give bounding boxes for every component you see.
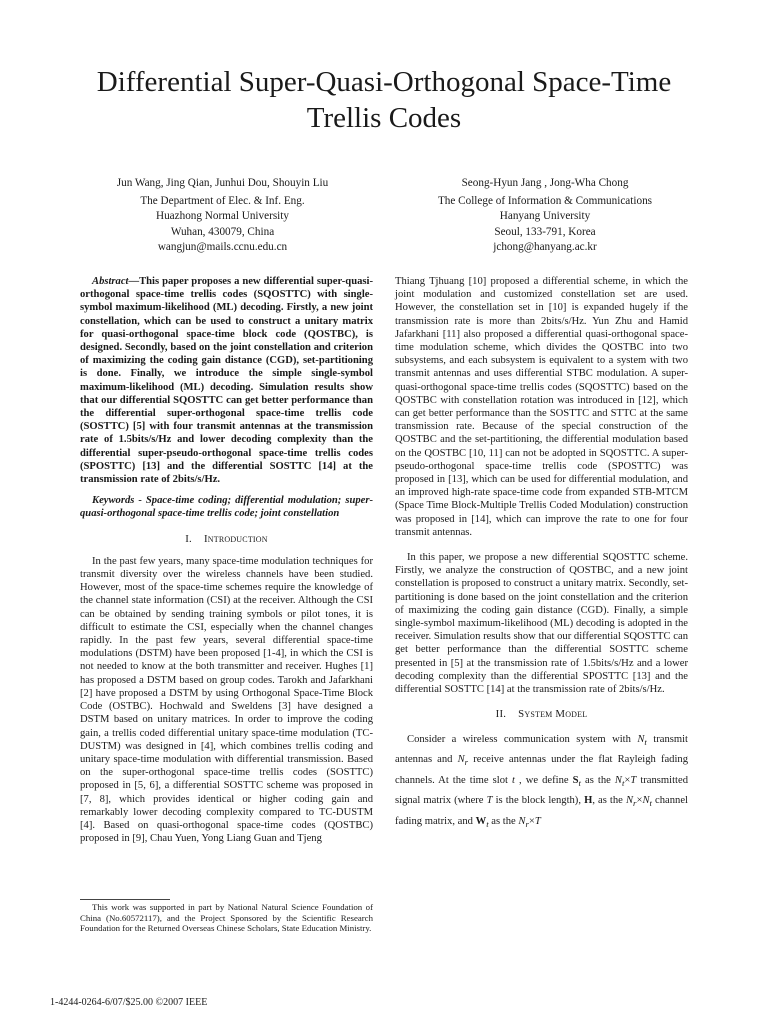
footnote-text: This work was supported in part by National Natural Science Foundation of China (No.60572117), and the Project Sponsored by the Scientific Research Foundation for the Returned Overseas Chinese Scholars, State Education Ministry. <box>80 902 373 934</box>
math-var: N <box>614 774 622 786</box>
math-var: T <box>534 815 541 827</box>
keywords: Keywords - Space-time coding; differential modulation; super-quasi-orthogonal space-time trellis code; joint constellation <box>80 495 373 520</box>
author-names: Seong-Hyun Jang , Jong-Wha Chong <box>461 177 629 189</box>
text-run: as the <box>580 774 615 786</box>
author-city: Wuhan, 430079, China <box>170 225 275 238</box>
math-op: × <box>528 815 535 827</box>
right-column <box>395 275 688 834</box>
section-title: Introduction <box>203 532 268 545</box>
abstract-label: Abstract <box>92 276 129 287</box>
text-run: is the block length), <box>492 795 585 807</box>
author-city: Seoul, 133-791, Korea <box>494 225 596 238</box>
section-heading-introduction <box>80 533 373 546</box>
author-block-right <box>395 176 695 256</box>
author-email: wangjun@mails.ccnu.edu.cn <box>157 241 288 253</box>
math-sub: t <box>578 777 581 788</box>
math-sub: t <box>644 736 647 747</box>
math-var: T <box>630 774 637 786</box>
intro-paragraph: In the past few years, many space-time modulation techniques for transmit diversity over the wireless channels have been studied. However, most of the space-time schemes require the knowledge of the channel state information (CSI) at the receiver. Although the CSI can be obtained by sending training symbols or pilot tones, it is difficult to estimate the CSI, especially when the channel changes rapidly. In the past few years, several differential space-time modulations (DSTM) have been proposed [1-4], in which the CSI is not needed to know at the both transmitter and receiver. Hughes [1] has proposed a DSTM based on group codes. Tarokh and Jafarkhani [2] have proposed a DSTM by using Orthogonal Space-Time Block Code (OSTBC). Hochwald and Sweldens [3] have designed a DSTM based on unitary matrices. In order to improve the coding gain, a trellis coded differential unitary space-time modulation (TC-DUSTM) was designed in [4], which combines trellis coding and unitary space-time modulation with differential transmission. Based on the super-orthogonal space-time trellis codes (SOSTTC) proposed in [5, 6], a differential SOSTTC scheme was proposed in [7, 8], which provides identical or higher coding gain and remarkably lower decoding complexity compared to TC-DUSTM [4]. Based on quasi-orthogonal space-time codes (QOSTBC) proposed in [9], Chau Yuen, Yong Liang Guan and Tjeng <box>80 555 373 845</box>
author-university: Hanyang University <box>499 210 591 222</box>
math-sub: t <box>621 777 625 788</box>
math-var: N <box>457 754 465 766</box>
left-column <box>80 275 373 845</box>
math-var: N <box>637 733 645 745</box>
abstract-text: —This paper proposes a new differential super-quasi-orthogonal space-time trellis codes (SQOSTTC) with single-symbol maximum-likelihood (ML) decoding. Firstly, a new joint constellation, which can be used to construct a unitary matrix for quasi-orthogonal space-time block code (QOSTBC), is designed. Secondly, based on the joint constellation and criterion of maximizing the coding gain distance (CGD), set-partitioning is done. Finally, we introduce the simple single-symbol maximum-likelihood (ML) decoding. Simulation results show that our differential SQOSTTC can get better performance than the differential super-orthogonal space-time trellis code (SOSTTC) [5] with four transmit antennas at the transmission rate of 1.5bits/s/Hz and lower decoding complexity than the differential super-pseudo-orthogonal space-time trellis codes (SPOSTTC) [13] and the differential SOSTTC [14] at the transmission rate of 2bits/s/Hz. <box>80 276 373 486</box>
math-var: N <box>642 795 650 807</box>
footnote <box>80 902 373 934</box>
math-sub: r <box>633 798 637 809</box>
section-heading-system-model <box>395 708 688 721</box>
author-department: The Department of Elec. & Inf. Eng. <box>140 194 305 207</box>
text-run: Consider a wireless communication system with <box>407 733 638 745</box>
math-var: H <box>584 795 593 807</box>
copyright-line: 1-4244-0264-6/07/$25.00 ©2007 IEEE <box>50 997 208 1008</box>
text-run: , we define <box>514 774 573 786</box>
math-var: N <box>625 795 634 807</box>
math-var: W <box>475 815 487 827</box>
math-var: t <box>512 774 515 786</box>
author-department: The College of Information & Communications <box>437 194 653 207</box>
math-var: S <box>572 774 579 786</box>
math-sub: t <box>486 819 489 830</box>
math-sub: t <box>649 798 652 809</box>
text-run: , as the <box>592 795 626 807</box>
text-run: receive antennas under the flat Rayleigh fading channels. At the time slot <box>395 754 689 786</box>
text-run: as the <box>488 815 519 827</box>
paper-title: Differential Super-Quasi-Orthogonal Space-Time Trellis Codes <box>96 66 672 134</box>
math-sub: r <box>464 757 469 768</box>
math-var: T <box>486 795 493 807</box>
text-run: transmitted signal matrix (where <box>395 774 688 807</box>
abstract <box>80 275 373 486</box>
author-university: Huazhong Normal University <box>156 210 289 222</box>
author-email: jchong@hanyang.ac.kr <box>493 241 597 253</box>
math-sub: r <box>525 819 529 830</box>
text-run: transmit antennas and <box>395 733 688 766</box>
math-var: N <box>518 815 526 827</box>
intro-paragraph-continued: Thiang Tjhuang [10] proposed a differential scheme, in which the joint modulation and customized constellation set are used. However, the constellation set in [10] is expanded hugely if the transmission rate is more than 2bits/s/Hz. Yun Zhu and Hamid Jafarkhani [11] also proposed a differential quasi-orthogonal space-time modulation scheme, which divides the QOSTBC into two subsystems, and each subsystem is equivalent to a system with two transmit antennas and uses differential STBC modulation. A super-quasi-orthogonal space-time trellis codes (SQOSTTC) based on the QOSTBC with constellation rotation was introduced in [12], which can get better performance than the SOSTTC and STTC at the same transmission rate. Because of the special construction of the QOSTBC and the set-partitioning, the differential modulation based on the QOSTBC [10, 11] can not be adopted in SQOSTTC. A super-pseudo-orthogonal space-time trellis code (SPOSTTC) was proposed in [13], which can be used for differential modulation, and an improved high-rate space-time code from expanded STB-MTCM (Space Time Block-Multiple Trellis Coded Modulation) construction was proposed in [14], which can improve the rate to one for four transmit antennas. <box>395 276 688 538</box>
intro-paragraph: In this paper, we propose a new differential SQOSTTC scheme. Firstly, we analyze the construction of QOSTBC, and a new joint constellation is proposed to construct a unitary matrix. Secondly, set-partitioning is done based on the joint constellation and the criterion of maximizing the coding gain distance (CGD). Finally, a simple single-symbol maximum-likelihood (ML) decoding is adopted in the receiver. Simulation results show that our differential SQOSTTC can get better performance than the differential SOSTTC scheme presented in [5] at the transmission rate of 1.5bits/s/Hz and a lower decoding complexity than the differential SPOSTTC [13] and the differential SOSTTC [14] at the transmission rate of 2bits/s/Hz. <box>395 552 688 696</box>
math-op: × <box>636 795 643 807</box>
system-model-paragraph <box>395 731 688 834</box>
author-names: Jun Wang, Jing Qian, Junhui Dou, Shouyin Liu <box>116 177 329 189</box>
section-title: System Model <box>518 708 588 721</box>
footnote-divider <box>80 899 170 900</box>
math-op: × <box>624 774 631 786</box>
section-number: II. <box>495 708 507 721</box>
section-number: I. <box>185 532 192 545</box>
author-block-left <box>80 176 365 256</box>
text-run: channel fading matrix, and <box>395 795 688 827</box>
